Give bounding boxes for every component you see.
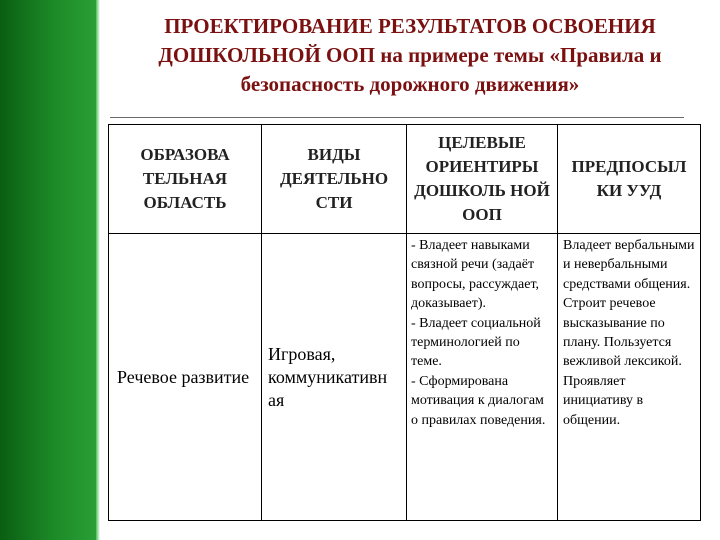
slide-sidebar: [0, 0, 98, 540]
header-educational-area: ОБРАЗОВА ТЕЛЬНАЯ ОБЛАСТЬ: [109, 125, 262, 234]
title-divider: [110, 117, 684, 118]
header-activity-types: ВИДЫ ДЕЯТЕЛЬНО СТИ: [262, 125, 407, 234]
goal-item: - Сформирована мотивация к диалогам о правилах поведения.: [411, 373, 546, 428]
cell-educational-area: Речевое развитие: [109, 234, 262, 521]
cell-target-guidelines: [407, 234, 558, 521]
header-row: [109, 125, 701, 234]
goal-item: - Владеет навыками связной речи (задаёт вопросы, рассуждает, доказывает).: [411, 238, 540, 312]
prerequisites-text: Владеет вербальными и невербальными средствами общения. Строит речевое высказывание по плану. Пользуется вежливой лексикой. Проявляет инициативу в общении.: [563, 238, 695, 428]
table-row: [109, 234, 701, 521]
results-table: [108, 124, 701, 521]
cell-activity-types: Игровая, коммуникативн ая: [262, 234, 407, 521]
header-target-guidelines: ЦЕЛЕВЫЕ ОРИЕНТИРЫ ДОШКОЛЬ НОЙ ООП: [407, 125, 558, 234]
sidebar-highlight: [96, 0, 100, 540]
goal-item: - Владеет социальной терминологией по теме.: [411, 315, 541, 370]
slide-title: ПРОЕКТИРОВАНИЕ РЕЗУЛЬТАТОВ ОСВОЕНИЯ ДОШКОЛЬНОЙ ООП на примере темы «Правила и безопасность дорожного движения»: [158, 14, 662, 96]
header-uud-prerequisites: ПРЕДПОСЫЛ КИ УУД: [558, 125, 701, 234]
cell-uud-prerequisites: [558, 234, 701, 521]
